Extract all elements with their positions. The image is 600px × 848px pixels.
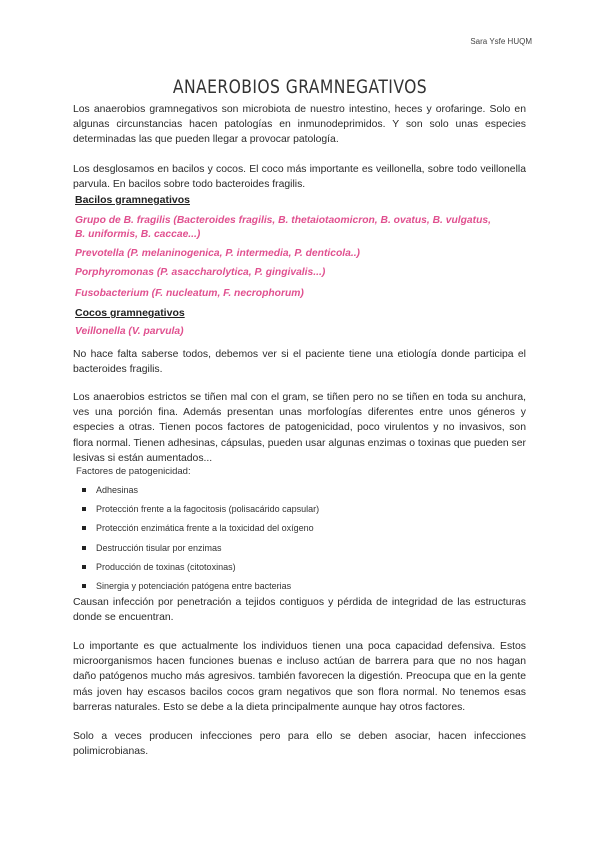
factors-title: Factores de patogenicidad:	[76, 466, 191, 477]
factors-list	[82, 484, 319, 599]
list-item: Protección frente a la fagocitosis (polisacárido capsular)	[82, 503, 319, 522]
paragraph-polymicrobial: Solo a veces producen infecciones pero para ello se deben asociar, hacen infecciones polimicrobianas.	[73, 731, 526, 758]
paragraph-intro: Los anaerobios gramnegativos son microbiota de nuestro intestino, heces y orofaringe. Solo en algunas circunstancias hacen patologías en inmunodeprimidos. Y son solo unas especies determinadas las que pueden llegar a provocar patología.	[73, 104, 526, 146]
list-item: Producción de toxinas (citotoxinas)	[82, 561, 319, 580]
page-title: ANAEROBIOS GRAMNEGATIVOS	[172, 76, 428, 98]
paragraph-gram-stain: Los anaerobios estrictos se tiñen mal con el gram, se tiñen pero no se tiñen en toda su anchura, ves una porción fina. Además presentan unas morfologías diferentes entre unos géneros y especies a otras. Tienen pocos factores de patogenicidad, poco virulentos y no invasivos, son flora normal. Tienen adhesinas, cápsulas, pueden usar algunas enzimas o toxinas que pueden ser lesivas si están aumentados...	[73, 392, 526, 464]
heading-bacilos: Bacilos gramnegativos	[75, 194, 190, 206]
bacilo-item: Prevotella (P. melaninogenica, P. intermedia, P. denticola..)	[75, 248, 360, 259]
list-item: Sinergia y potenciación patógena entre bacterias	[82, 580, 319, 599]
list-item: Destrucción tisular por enzimas	[82, 542, 319, 561]
bacilo-item: Porphyromonas (P. asaccharolytica, P. gingivalis...)	[75, 267, 326, 278]
paragraph-etiology: No hace falta saberse todos, debemos ver si el paciente tiene una etiología donde participa el bacteroides fragilis.	[73, 349, 526, 376]
list-item: Adhesinas	[82, 484, 319, 503]
author-header: Sara Ysfe HUQM	[470, 37, 532, 46]
paragraph-classification: Los desglosamos en bacilos y cocos. El coco más importante es veillonella, sobre todo veillonella parvula. En bacilos sobre todo bacteroides fragilis.	[73, 164, 526, 191]
coco-item: Veillonella (V. parvula)	[75, 326, 184, 337]
paragraph-infection: Causan infección por penetración a tejidos contiguos y pérdida de integridad de las estructuras donde se encuentran.	[73, 597, 526, 624]
bacilo-item: Fusobacterium (F. nucleatum, F. necrophorum)	[75, 288, 304, 299]
bacilo-item: Grupo de B. fragilis (Bacteroides fragilis, B. thetaiotaomicron, B. ovatus, B. vulgatus, B. uniformis, B. caccae...)	[75, 215, 491, 240]
paragraph-defense: Lo importante es que actualmente los individuos tienen una poca capacidad defensiva. Estos microorganismos hacen funciones buenas e incluso actúan de barrera para que no nos hagan daño patógenos mucho más agresivos. también favorecen la digestión. Preocupa que en la gente más joven hay escasos bacilos cocos gram negativos que son flora normal. No tenemos esas barreras naturales. Esto se debe a la dieta principalmente aunque hay otros factores.	[73, 641, 526, 713]
list-item: Protección enzimática frente a la toxicidad del oxígeno	[82, 522, 319, 541]
heading-cocos: Cocos gramnegativos	[75, 307, 185, 319]
